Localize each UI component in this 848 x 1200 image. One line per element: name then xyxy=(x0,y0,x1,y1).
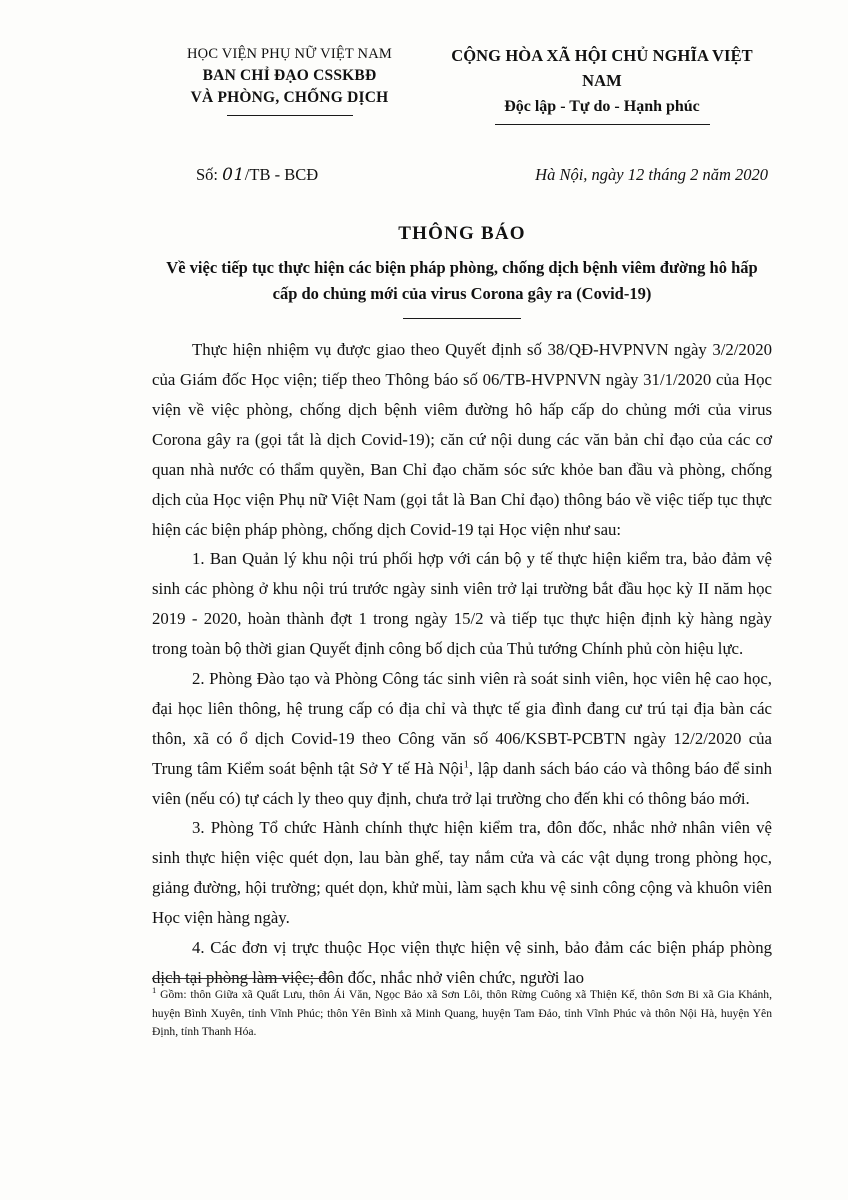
document-body xyxy=(152,335,772,993)
issuing-organization xyxy=(152,44,427,116)
document-number-suffix: /TB - BCĐ xyxy=(244,165,319,185)
footnote-text: Gồm: thôn Giữa xã Quất Lưu, thôn Ái Văn, Ngọc Bảo xã Sơn Lôi, thôn Rừng Cuông xã Thiện Kế, thôn Sơn Bi xã Gia Khánh, huyện Bình Xuyên, tỉnh Vĩnh Phúc; thôn Yên Bình xã Minh Quang, huyện Tam Đảo, tỉnh Vĩnh Phúc và thôn Nội Hà, huyện Yên Định, tỉnh Thanh Hóa. xyxy=(152,987,772,1039)
national-motto: Độc lập - Tự do - Hạnh phúc xyxy=(504,97,700,115)
paragraph-item-2 xyxy=(152,664,772,813)
page-title: THÔNG BÁO xyxy=(398,223,526,245)
document-number xyxy=(196,165,318,185)
footnote-divider xyxy=(152,978,334,979)
paragraph-item-3: 3. Phòng Tổ chức Hành chính thực hiện kiểm tra, đôn đốc, nhắc nhở nhân viên vệ sinh thực hiện việc quét dọn, lau bàn ghế, tay nắm cửa và các vật dụng trong phòng học, giảng đường, hội trường; quét dọn, khử mùi, làm sạch khu vệ sinh công cộng và khuôn viên Học viện hàng ngày. xyxy=(152,818,772,928)
paragraph-item-2-part1: 2. Phòng Đào tạo và Phòng Công tác sinh viên rà soát sinh viên, học viên hệ cao học, đại học liên thông, hệ trung cấp có địa chỉ và thực tế gia đình đang cư trú tại địa bàn các thôn, xã có ổ dịch Covid-19 theo Công văn số 406/KSBT-PCBTN ngày 12/2/2020 của Trung tâm Kiểm soát bệnh tật Sở Y tế Hà Nội xyxy=(152,669,772,778)
organization-unit-line1: BAN CHỈ ĐẠO CSSKBĐ xyxy=(202,67,377,85)
title-divider xyxy=(403,318,521,319)
organization-unit-line2: VÀ PHÒNG, CHỐNG DỊCH xyxy=(190,89,389,107)
footnote-marker: 1 xyxy=(152,985,157,995)
paragraph-item-2-part2: , lập danh sách báo cáo và thông báo để sinh viên (nếu có) tự cách ly theo quy định, chưa trở lại trường cho đến khi có thông báo mới. xyxy=(152,758,772,808)
footnote-reference: 1 xyxy=(463,759,469,771)
paragraph-item-1: 1. Ban Quản lý khu nội trú phối hợp với cán bộ y tế thực hiện kiểm tra, bảo đảm vệ sinh các phòng ở khu nội trú trước ngày sinh viên trở lại trường bắt đầu học kỳ II năm học 2019 - 2020, hoàn thành đợt 1 trong ngày 15/2 và tiếp tục thực hiện định kỳ hàng ngày trong toàn bộ thời gian Quyết định công bố dịch của Thủ tướng Chính phủ còn hiệu lực. xyxy=(152,549,772,659)
document-header xyxy=(152,44,772,125)
document-number-value: 01 xyxy=(222,165,245,186)
paragraph-item-4: 4. Các đơn vị trực thuộc Học viện thực hiện vệ sinh, bảo đảm các biện pháp phòng dịch tại phòng làm việc; đôn đốc, nhắc nhở viên chức, người lao xyxy=(152,938,772,987)
organization-name: HỌC VIỆN PHỤ NỮ VIỆT NAM xyxy=(187,46,392,62)
footnote-block xyxy=(152,978,772,1042)
national-heading xyxy=(432,44,772,125)
document-content xyxy=(152,44,772,993)
national-title: CỘNG HÒA XÃ HỘI CHỦ NGHĨA VIỆT NAM xyxy=(451,46,753,90)
document-number-label: Số: xyxy=(196,165,219,185)
place-and-date: Hà Nội, ngày 12 tháng 2 năm 2020 xyxy=(535,165,768,185)
document-meta-row xyxy=(152,165,772,185)
document-subtitle: Về việc tiếp tục thực hiện các biện pháp phòng, chống dịch bệnh viêm đường hô hấp cấp do chủng mới của virus Corona gây ra (Covid-19) xyxy=(166,258,758,303)
header-left-divider xyxy=(227,115,353,116)
footnote-content xyxy=(152,984,772,1042)
title-block xyxy=(152,223,772,319)
header-right-divider xyxy=(495,124,710,125)
paragraph-intro: Thực hiện nhiệm vụ được giao theo Quyết định số 38/QĐ-HVPNVN ngày 3/2/2020 của Giám đốc Học viện; tiếp theo Thông báo số 06/TB-HVPNVN ngày 31/1/2020 của Học viện về việc phòng, chống dịch bệnh viêm đường hô hấp cấp do chủng mới của virus Corona gây ra (gọi tắt là dịch Covid-19); căn cứ nội dung các văn bản chỉ đạo của các cơ quan nhà nước có thẩm quyền, Ban Chỉ đạo chăm sóc sức khỏe ban đầu và phòng, chống dịch của Học viện Phụ nữ Việt Nam (gọi tắt là Ban Chỉ đạo) thông báo về việc tiếp tục thực hiện các biện pháp phòng, chống dịch Covid-19 tại Học viện như sau: xyxy=(152,340,772,539)
